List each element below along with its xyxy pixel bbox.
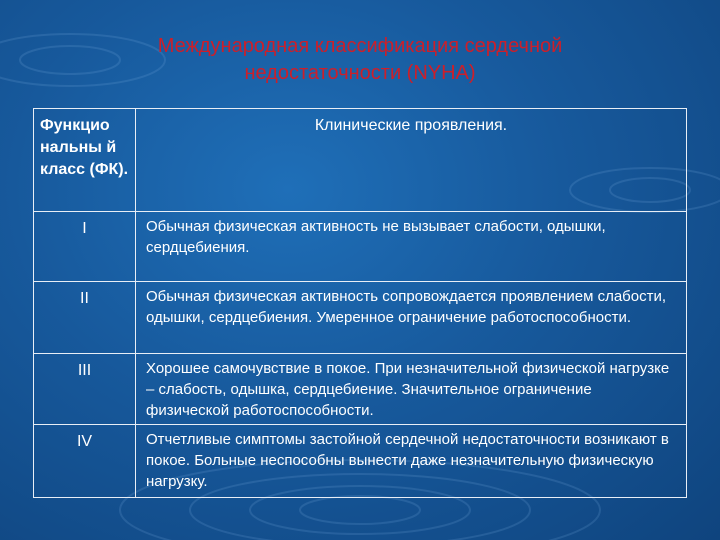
header-desc-cell: Клинические проявления. bbox=[136, 109, 686, 212]
class-cell-3: III bbox=[34, 354, 136, 425]
title-line-1: Международная классификация сердечной bbox=[157, 35, 563, 57]
desc-cell-1: Обычная физическая активность не вызывает слабости, одышки, сердцебиения. bbox=[136, 212, 686, 282]
class-cell-1: I bbox=[34, 212, 136, 282]
class-cell-2: II bbox=[34, 282, 136, 354]
header-class-cell: Функцио нальны й класс (ФК). bbox=[34, 109, 136, 212]
nyha-classification-table bbox=[33, 108, 687, 498]
slide-title bbox=[60, 33, 660, 87]
class-cell-4: IV bbox=[34, 425, 136, 497]
desc-cell-3: Хорошее самочувствие в покое. При незначительной физической нагрузке – слабость, одышка, сердцебиение. Значительное ограничение физической работоспособности. bbox=[136, 354, 686, 425]
desc-cell-2: Обычная физическая активность сопровождается проявлением слабости, одышки, сердцебиения. Умеренное ограничение работоспособности. bbox=[136, 282, 686, 354]
desc-cell-4: Отчетливые симптомы застойной сердечной недостаточности возникают в покое. Больные неспособны вынести даже незначительную физическую нагрузку. bbox=[146, 431, 669, 490]
title-line-2: недостаточности (NYHA) bbox=[244, 62, 476, 84]
